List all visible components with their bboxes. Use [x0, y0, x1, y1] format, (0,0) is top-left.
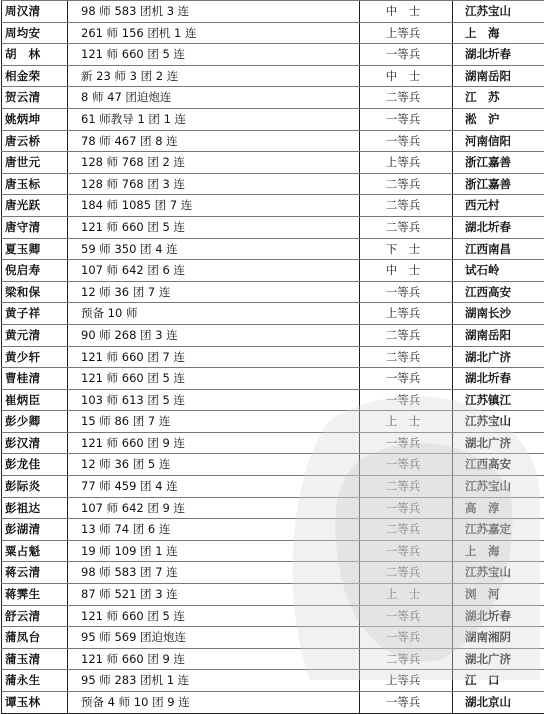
rank-cell: 上 士 — [360, 584, 453, 606]
place-cell: 湖北广济 — [453, 648, 544, 670]
name-cell: 唐玉标 — [2, 173, 68, 195]
place-cell: 江 口 — [453, 670, 544, 692]
roster-body — [2, 1, 544, 714]
place-cell: 江苏宝山 — [453, 411, 544, 433]
place-cell: 西元村 — [453, 195, 544, 217]
unit-cell: 13 师 74 团 6 连 — [68, 519, 360, 541]
table-row — [2, 627, 544, 649]
unit-cell: 121 师 660 团 5 连 — [68, 216, 360, 238]
rank-cell: 二等兵 — [360, 519, 453, 541]
unit-cell: 78 师 467 团 8 连 — [68, 130, 360, 152]
rank-cell: 一等兵 — [360, 497, 453, 519]
name-cell: 周汉清 — [2, 1, 68, 23]
table-row — [2, 605, 544, 627]
table-row — [2, 108, 544, 130]
table-row — [2, 87, 544, 109]
unit-cell: 12 师 36 团 5 连 — [68, 454, 360, 476]
place-cell: 湖北圻春 — [453, 44, 544, 66]
name-cell: 黄元清 — [2, 324, 68, 346]
table-row — [2, 324, 544, 346]
rank-cell: 中 士 — [360, 1, 453, 23]
place-cell: 江西南昌 — [453, 238, 544, 260]
unit-cell: 61 师教导 1 团 1 连 — [68, 108, 360, 130]
place-cell: 淞 沪 — [453, 108, 544, 130]
table-row — [2, 195, 544, 217]
table-row — [2, 65, 544, 87]
table-row — [2, 411, 544, 433]
name-cell: 姚炳坤 — [2, 108, 68, 130]
name-cell: 蒋云清 — [2, 562, 68, 584]
table-row — [2, 346, 544, 368]
place-cell: 湖南湘阴 — [453, 627, 544, 649]
rank-cell: 下 士 — [360, 238, 453, 260]
name-cell: 彭湖清 — [2, 519, 68, 541]
unit-cell: 184 师 1085 团 7 连 — [68, 195, 360, 217]
unit-cell: 12 师 36 团 7 连 — [68, 281, 360, 303]
unit-cell: 59 师 350 团 4 连 — [68, 238, 360, 260]
name-cell: 唐世元 — [2, 152, 68, 174]
name-cell: 唐云桥 — [2, 130, 68, 152]
table-row — [2, 1, 544, 23]
unit-cell: 8 师 47 团迫炮连 — [68, 87, 360, 109]
place-cell: 浏 河 — [453, 584, 544, 606]
rank-cell: 二等兵 — [360, 324, 453, 346]
place-cell: 湖南长沙 — [453, 303, 544, 325]
place-cell: 湖南岳阳 — [453, 324, 544, 346]
place-cell: 湖北圻春 — [453, 216, 544, 238]
unit-cell: 121 师 660 团 9 连 — [68, 432, 360, 454]
name-cell: 夏玉卿 — [2, 238, 68, 260]
rank-cell: 一等兵 — [360, 108, 453, 130]
unit-cell: 121 师 660 团 5 连 — [68, 44, 360, 66]
unit-cell: 90 师 268 团 3 连 — [68, 324, 360, 346]
table-row — [2, 432, 544, 454]
name-cell: 相金荣 — [2, 65, 68, 87]
rank-cell: 一等兵 — [360, 281, 453, 303]
place-cell: 上 海 — [453, 22, 544, 44]
rank-cell: 一等兵 — [360, 692, 453, 714]
table-row — [2, 389, 544, 411]
rank-cell: 二等兵 — [360, 346, 453, 368]
unit-cell: 19 师 109 团 1 连 — [68, 540, 360, 562]
table-row — [2, 519, 544, 541]
table-row — [2, 368, 544, 390]
name-cell: 蒋霁生 — [2, 584, 68, 606]
place-cell: 江苏镇江 — [453, 389, 544, 411]
table-row — [2, 281, 544, 303]
place-cell: 试石岭 — [453, 260, 544, 282]
rank-cell: 一等兵 — [360, 454, 453, 476]
table-row — [2, 540, 544, 562]
rank-cell: 一等兵 — [360, 44, 453, 66]
table-row — [2, 476, 544, 498]
place-cell: 浙江嘉善 — [453, 173, 544, 195]
table-row — [2, 44, 544, 66]
name-cell: 黄子祥 — [2, 303, 68, 325]
rank-cell: 一等兵 — [360, 389, 453, 411]
place-cell: 江苏宝山 — [453, 1, 544, 23]
name-cell: 蒲玉清 — [2, 648, 68, 670]
name-cell: 倪启寿 — [2, 260, 68, 282]
rank-cell: 中 士 — [360, 65, 453, 87]
rank-cell: 一等兵 — [360, 605, 453, 627]
unit-cell: 121 师 660 团 7 连 — [68, 346, 360, 368]
unit-cell: 77 师 459 团 4 连 — [68, 476, 360, 498]
name-cell: 彭际炎 — [2, 476, 68, 498]
unit-cell: 107 师 642 团 9 连 — [68, 497, 360, 519]
table-row — [2, 648, 544, 670]
table-row — [2, 216, 544, 238]
rank-cell: 一等兵 — [360, 540, 453, 562]
place-cell: 湖北圻春 — [453, 368, 544, 390]
rank-cell: 中 士 — [360, 260, 453, 282]
unit-cell: 新 23 师 3 团 2 连 — [68, 65, 360, 87]
place-cell: 上 海 — [453, 540, 544, 562]
name-cell: 彭祖达 — [2, 497, 68, 519]
unit-cell: 预备 10 师 — [68, 303, 360, 325]
name-cell: 黄少轩 — [2, 346, 68, 368]
unit-cell: 98 师 583 团机 3 连 — [68, 1, 360, 23]
name-cell: 蒲永生 — [2, 670, 68, 692]
table-row — [2, 692, 544, 714]
unit-cell: 95 师 569 团迫炮连 — [68, 627, 360, 649]
table-row — [2, 260, 544, 282]
place-cell: 高 淳 — [453, 497, 544, 519]
unit-cell: 107 师 642 团 6 连 — [68, 260, 360, 282]
rank-cell: 一等兵 — [360, 368, 453, 390]
unit-cell: 128 师 768 团 2 连 — [68, 152, 360, 174]
name-cell: 周均安 — [2, 22, 68, 44]
unit-cell: 87 师 521 团 3 连 — [68, 584, 360, 606]
rank-cell: 二等兵 — [360, 173, 453, 195]
place-cell: 河南信阳 — [453, 130, 544, 152]
place-cell: 湖北广济 — [453, 346, 544, 368]
rank-cell: 二等兵 — [360, 476, 453, 498]
table-row — [2, 152, 544, 174]
place-cell: 江苏宝山 — [453, 476, 544, 498]
table-row — [2, 497, 544, 519]
name-cell: 粟占魁 — [2, 540, 68, 562]
rank-cell: 二等兵 — [360, 216, 453, 238]
name-cell: 蒲凤台 — [2, 627, 68, 649]
unit-cell: 15 师 86 团 7 连 — [68, 411, 360, 433]
unit-cell: 95 师 283 团机 1 连 — [68, 670, 360, 692]
place-cell: 湖南岳阳 — [453, 65, 544, 87]
rank-cell: 二等兵 — [360, 562, 453, 584]
rank-cell: 一等兵 — [360, 627, 453, 649]
table-row — [2, 562, 544, 584]
name-cell: 梁和保 — [2, 281, 68, 303]
unit-cell: 121 师 660 团 9 连 — [68, 648, 360, 670]
place-cell: 湖北圻春 — [453, 605, 544, 627]
place-cell: 湖北京山 — [453, 692, 544, 714]
place-cell: 浙江嘉善 — [453, 152, 544, 174]
rank-cell: 上等兵 — [360, 22, 453, 44]
rank-cell: 上等兵 — [360, 152, 453, 174]
table-row — [2, 303, 544, 325]
table-row — [2, 584, 544, 606]
name-cell: 彭少卿 — [2, 411, 68, 433]
unit-cell: 121 师 660 团 5 连 — [68, 605, 360, 627]
name-cell: 唐守清 — [2, 216, 68, 238]
unit-cell: 121 师 660 团 5 连 — [68, 368, 360, 390]
place-cell: 江西高安 — [453, 454, 544, 476]
place-cell: 江西高安 — [453, 281, 544, 303]
table-row — [2, 130, 544, 152]
roster-table — [1, 0, 544, 714]
rank-cell: 一等兵 — [360, 432, 453, 454]
place-cell: 江 苏 — [453, 87, 544, 109]
name-cell: 彭龙佳 — [2, 454, 68, 476]
name-cell: 贺云清 — [2, 87, 68, 109]
name-cell: 曹桂清 — [2, 368, 68, 390]
name-cell: 谭玉林 — [2, 692, 68, 714]
unit-cell: 261 师 156 团机 1 连 — [68, 22, 360, 44]
place-cell: 湖北广济 — [453, 432, 544, 454]
rank-cell: 二等兵 — [360, 648, 453, 670]
table-row — [2, 22, 544, 44]
rank-cell: 上等兵 — [360, 670, 453, 692]
rank-cell: 上等兵 — [360, 303, 453, 325]
table-row — [2, 454, 544, 476]
place-cell: 江苏宝山 — [453, 562, 544, 584]
rank-cell: 一等兵 — [360, 130, 453, 152]
unit-cell: 103 师 613 团 5 连 — [68, 389, 360, 411]
name-cell: 崔炳臣 — [2, 389, 68, 411]
place-cell: 江苏嘉定 — [453, 519, 544, 541]
name-cell: 唐光跃 — [2, 195, 68, 217]
name-cell: 舒云清 — [2, 605, 68, 627]
rank-cell: 二等兵 — [360, 87, 453, 109]
unit-cell: 98 师 583 团 7 连 — [68, 562, 360, 584]
unit-cell: 预备 4 师 10 团 9 连 — [68, 692, 360, 714]
name-cell: 胡 林 — [2, 44, 68, 66]
table-row — [2, 173, 544, 195]
rank-cell: 上 士 — [360, 411, 453, 433]
unit-cell: 128 师 768 团 3 连 — [68, 173, 360, 195]
name-cell: 彭汉清 — [2, 432, 68, 454]
rank-cell: 二等兵 — [360, 195, 453, 217]
table-row — [2, 238, 544, 260]
